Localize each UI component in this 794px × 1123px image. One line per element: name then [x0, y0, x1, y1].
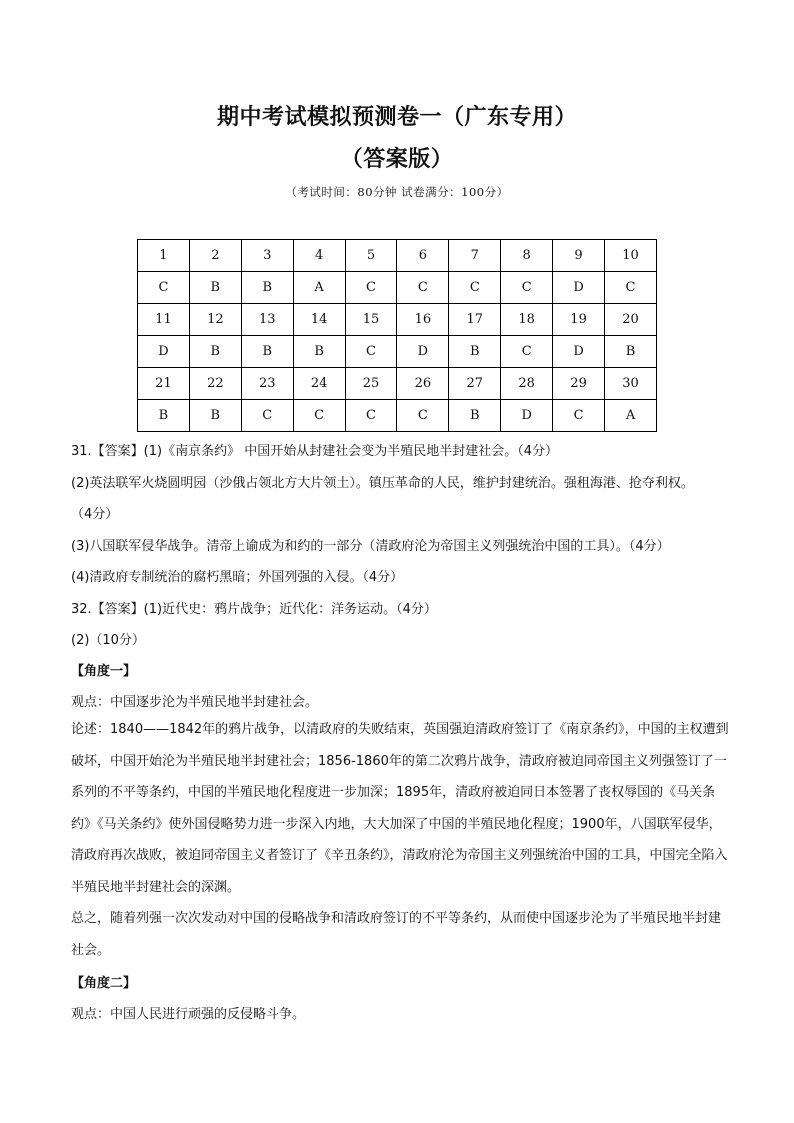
table-cell: B	[293, 336, 345, 368]
table-row	[138, 304, 657, 336]
table-cell: 28	[501, 368, 553, 400]
table-cell: B	[189, 336, 241, 368]
table-cell: 21	[138, 368, 190, 400]
table-row	[138, 400, 657, 432]
table-cell: 9	[553, 240, 605, 272]
table-cell: B	[449, 400, 501, 432]
table-cell: 10	[605, 240, 657, 272]
table-cell: 7	[449, 240, 501, 272]
table-cell: 15	[345, 304, 397, 336]
table-row	[138, 336, 657, 368]
answer-table	[137, 239, 657, 432]
table-row	[138, 368, 657, 400]
table-cell: C	[345, 336, 397, 368]
table-cell: C	[345, 400, 397, 432]
table-cell: 1	[138, 240, 190, 272]
table-cell: 18	[501, 304, 553, 336]
q31-answer-4: (4)清政府专制统治的腐朽黑暗；外国列强的入侵。（4分）	[71, 570, 404, 585]
table-row	[138, 240, 657, 272]
angle1-summary: 总之，随着列强一次次发动对中国的侵略战争和清政府签订的不平等条约，从而使中国逐步沦为了半殖民地半封建社会。	[71, 911, 722, 958]
table-cell: D	[501, 400, 553, 432]
document-title: 期中考试模拟预测卷一（广东专用）	[216, 105, 577, 130]
table-cell: C	[241, 400, 293, 432]
table-cell: C	[397, 400, 449, 432]
exam-info: （考试时间：80分钟 试卷满分：100分）	[285, 185, 509, 199]
table-cell: B	[189, 400, 241, 432]
table-cell: D	[138, 336, 190, 368]
table-cell: A	[293, 272, 345, 304]
angle1-view: 观点：中国逐步沦为半殖民地半封建社会。	[71, 695, 319, 710]
angle2-heading: 【角度二】	[71, 976, 137, 991]
table-cell: 26	[397, 368, 449, 400]
table-cell: B	[449, 336, 501, 368]
table-cell: C	[397, 272, 449, 304]
table-cell: C	[605, 272, 657, 304]
angle1-heading: 【角度一】	[71, 664, 137, 679]
angle2-view: 观点：中国人民进行顽强的反侵略斗争。	[71, 1007, 306, 1022]
table-cell: 30	[605, 368, 657, 400]
table-cell: 25	[345, 368, 397, 400]
table-cell: C	[501, 336, 553, 368]
table-cell: 6	[397, 240, 449, 272]
table-cell: C	[345, 272, 397, 304]
table-cell: 8	[501, 240, 553, 272]
table-cell: 11	[138, 304, 190, 336]
table-cell: 27	[449, 368, 501, 400]
table-cell: 12	[189, 304, 241, 336]
table-cell: C	[501, 272, 553, 304]
table-cell: B	[189, 272, 241, 304]
q31-answer-2: (2)英法联军火烧圆明园（沙俄占领北方大片领土）。镇压革命的人民，维护封建统治。强租海港、抢夺利权。	[71, 476, 694, 491]
table-cell: 19	[553, 304, 605, 336]
table-cell: 3	[241, 240, 293, 272]
table-cell: 5	[345, 240, 397, 272]
table-cell: C	[449, 272, 501, 304]
document-subtitle: （答案版）	[340, 147, 454, 172]
table-cell: 22	[189, 368, 241, 400]
table-cell: B	[138, 400, 190, 432]
table-cell: 29	[553, 368, 605, 400]
table-cell: 13	[241, 304, 293, 336]
q31-answer-1: 31.【答案】(1)《南京条约》 中国开始从封建社会变为半殖民地半封建社会。（4分）	[71, 444, 558, 459]
table-cell: 14	[293, 304, 345, 336]
table-cell: D	[397, 336, 449, 368]
table-cell: 24	[293, 368, 345, 400]
table-cell: C	[553, 400, 605, 432]
table-cell: 20	[605, 304, 657, 336]
table-cell: B	[605, 336, 657, 368]
q32-answer-1: 32.【答案】(1)近代史：鸦片战争；近代化：洋务运动。（4分）	[71, 602, 437, 617]
table-row	[138, 272, 657, 304]
q31-answer-2-score: （4分）	[71, 507, 119, 522]
table-cell: 2	[189, 240, 241, 272]
table-cell: D	[553, 336, 605, 368]
table-cell: B	[241, 336, 293, 368]
table-cell: B	[241, 272, 293, 304]
table-cell: C	[138, 272, 190, 304]
table-cell: 16	[397, 304, 449, 336]
table-cell: D	[553, 272, 605, 304]
angle1-argument: 论述：1840——1842年的鸦片战争，以清政府的失败结束，英国强迫清政府签订了《南京条约》，中国的主权遭到破坏，中国开始沦为半殖民地半封建社会；1856-1860年的第二次鸦片战争，清政府被迫同帝国主义列强签订了一系列的不平等条约，中国的半殖民地化程度进一步加深；1895年，清政府被迫同日本签署了丧权辱国的《马关条约》《马关条约》使外国侵略势力进一步深入内地，大大加深了中国的半殖民地化程度；1900年，八国联军侵华，清政府再次战败，被迫同帝国主义者签订了《辛丑条约》，清政府沦为帝国主义列强统治中国的工具，中国完全陷入半殖民地半封建社会的深渊。	[71, 722, 729, 895]
table-cell: 17	[449, 304, 501, 336]
table-cell: 4	[293, 240, 345, 272]
table-cell: A	[605, 400, 657, 432]
q32-answer-2: (2)（10分）	[71, 633, 145, 648]
q31-answer-3: (3)八国联军侵华战争。清帝上谕成为和约的一部分（清政府沦为帝国主义列强统治中国的工具）。（4分）	[71, 539, 670, 554]
table-cell: 23	[241, 368, 293, 400]
table-cell: C	[293, 400, 345, 432]
